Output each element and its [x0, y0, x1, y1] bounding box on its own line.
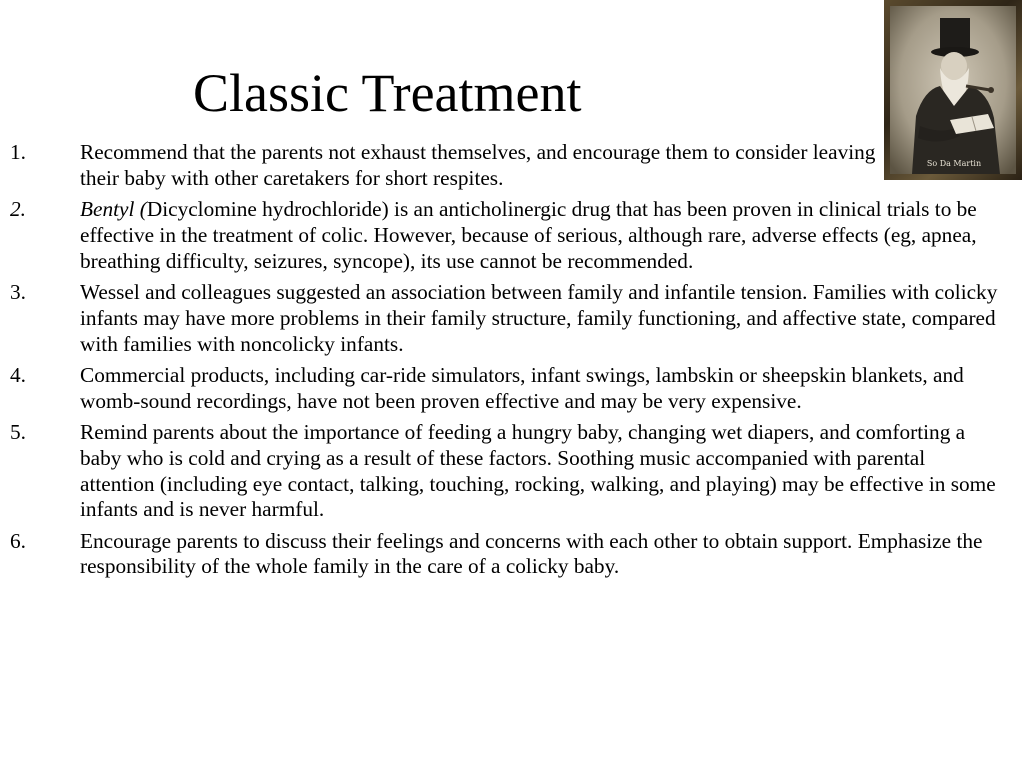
list-item — [0, 529, 1000, 581]
item-text: Commercial products, including car-ride simulators, infant swings, lambskin or sheepskin blankets, and womb-sound recordings, have not been proven effective and may be very expensive. — [80, 362, 964, 413]
list-item — [0, 363, 1000, 415]
slide-title: Classic Treatment — [193, 63, 582, 123]
treatment-list — [0, 140, 1000, 586]
item-text: Dicyclomine hydrochloride) is an anticholinergic drug that has been proven in clinical trials to be effective in the treatment of colic. However, because of serious, although rare, adverse effects (eg, apnea, breathing difficulty, seizures, syncope), its use cannot be recommended. — [80, 197, 977, 273]
list-item — [0, 140, 1000, 192]
list-item — [0, 280, 1000, 357]
item-number: 3. — [10, 279, 26, 304]
item-text: Encourage parents to discuss their feelings and concerns with each other to obtain support. Emphasize the responsibility of the whole family in the care of a colicky baby. — [80, 528, 983, 579]
item-number: 5. — [10, 419, 26, 444]
item-text: Remind parents about the importance of feeding a hungry baby, changing wet diapers, and comforting a baby who is cold and crying as a result of these factors. Soothing music accompanied with parental attention (including eye contact, talking, touching, rocking, walking, and playing) may be effective in some infants and is never harmful. — [80, 419, 996, 522]
item-number: 1. — [10, 140, 26, 164]
portrait-caption: So Da Martin — [926, 159, 982, 168]
item-number: 6. — [10, 528, 26, 553]
item-number: 4. — [10, 362, 26, 387]
item-text: Wessel and colleagues suggested an association between family and infantile tension. Families with colicky infants may have more problems in their family structure, family functioning, and affective state, compared with families with noncolicky infants. — [80, 279, 998, 356]
list-item — [0, 420, 1000, 523]
list-item — [0, 197, 1000, 274]
item-text: Recommend that the parents not exhaust themselves, and encourage them to consider leaving their baby with other caretakers for short respites. — [80, 140, 876, 190]
item-lead-italic: Bentyl ( — [80, 197, 147, 222]
item-number: 2. — [10, 197, 26, 222]
